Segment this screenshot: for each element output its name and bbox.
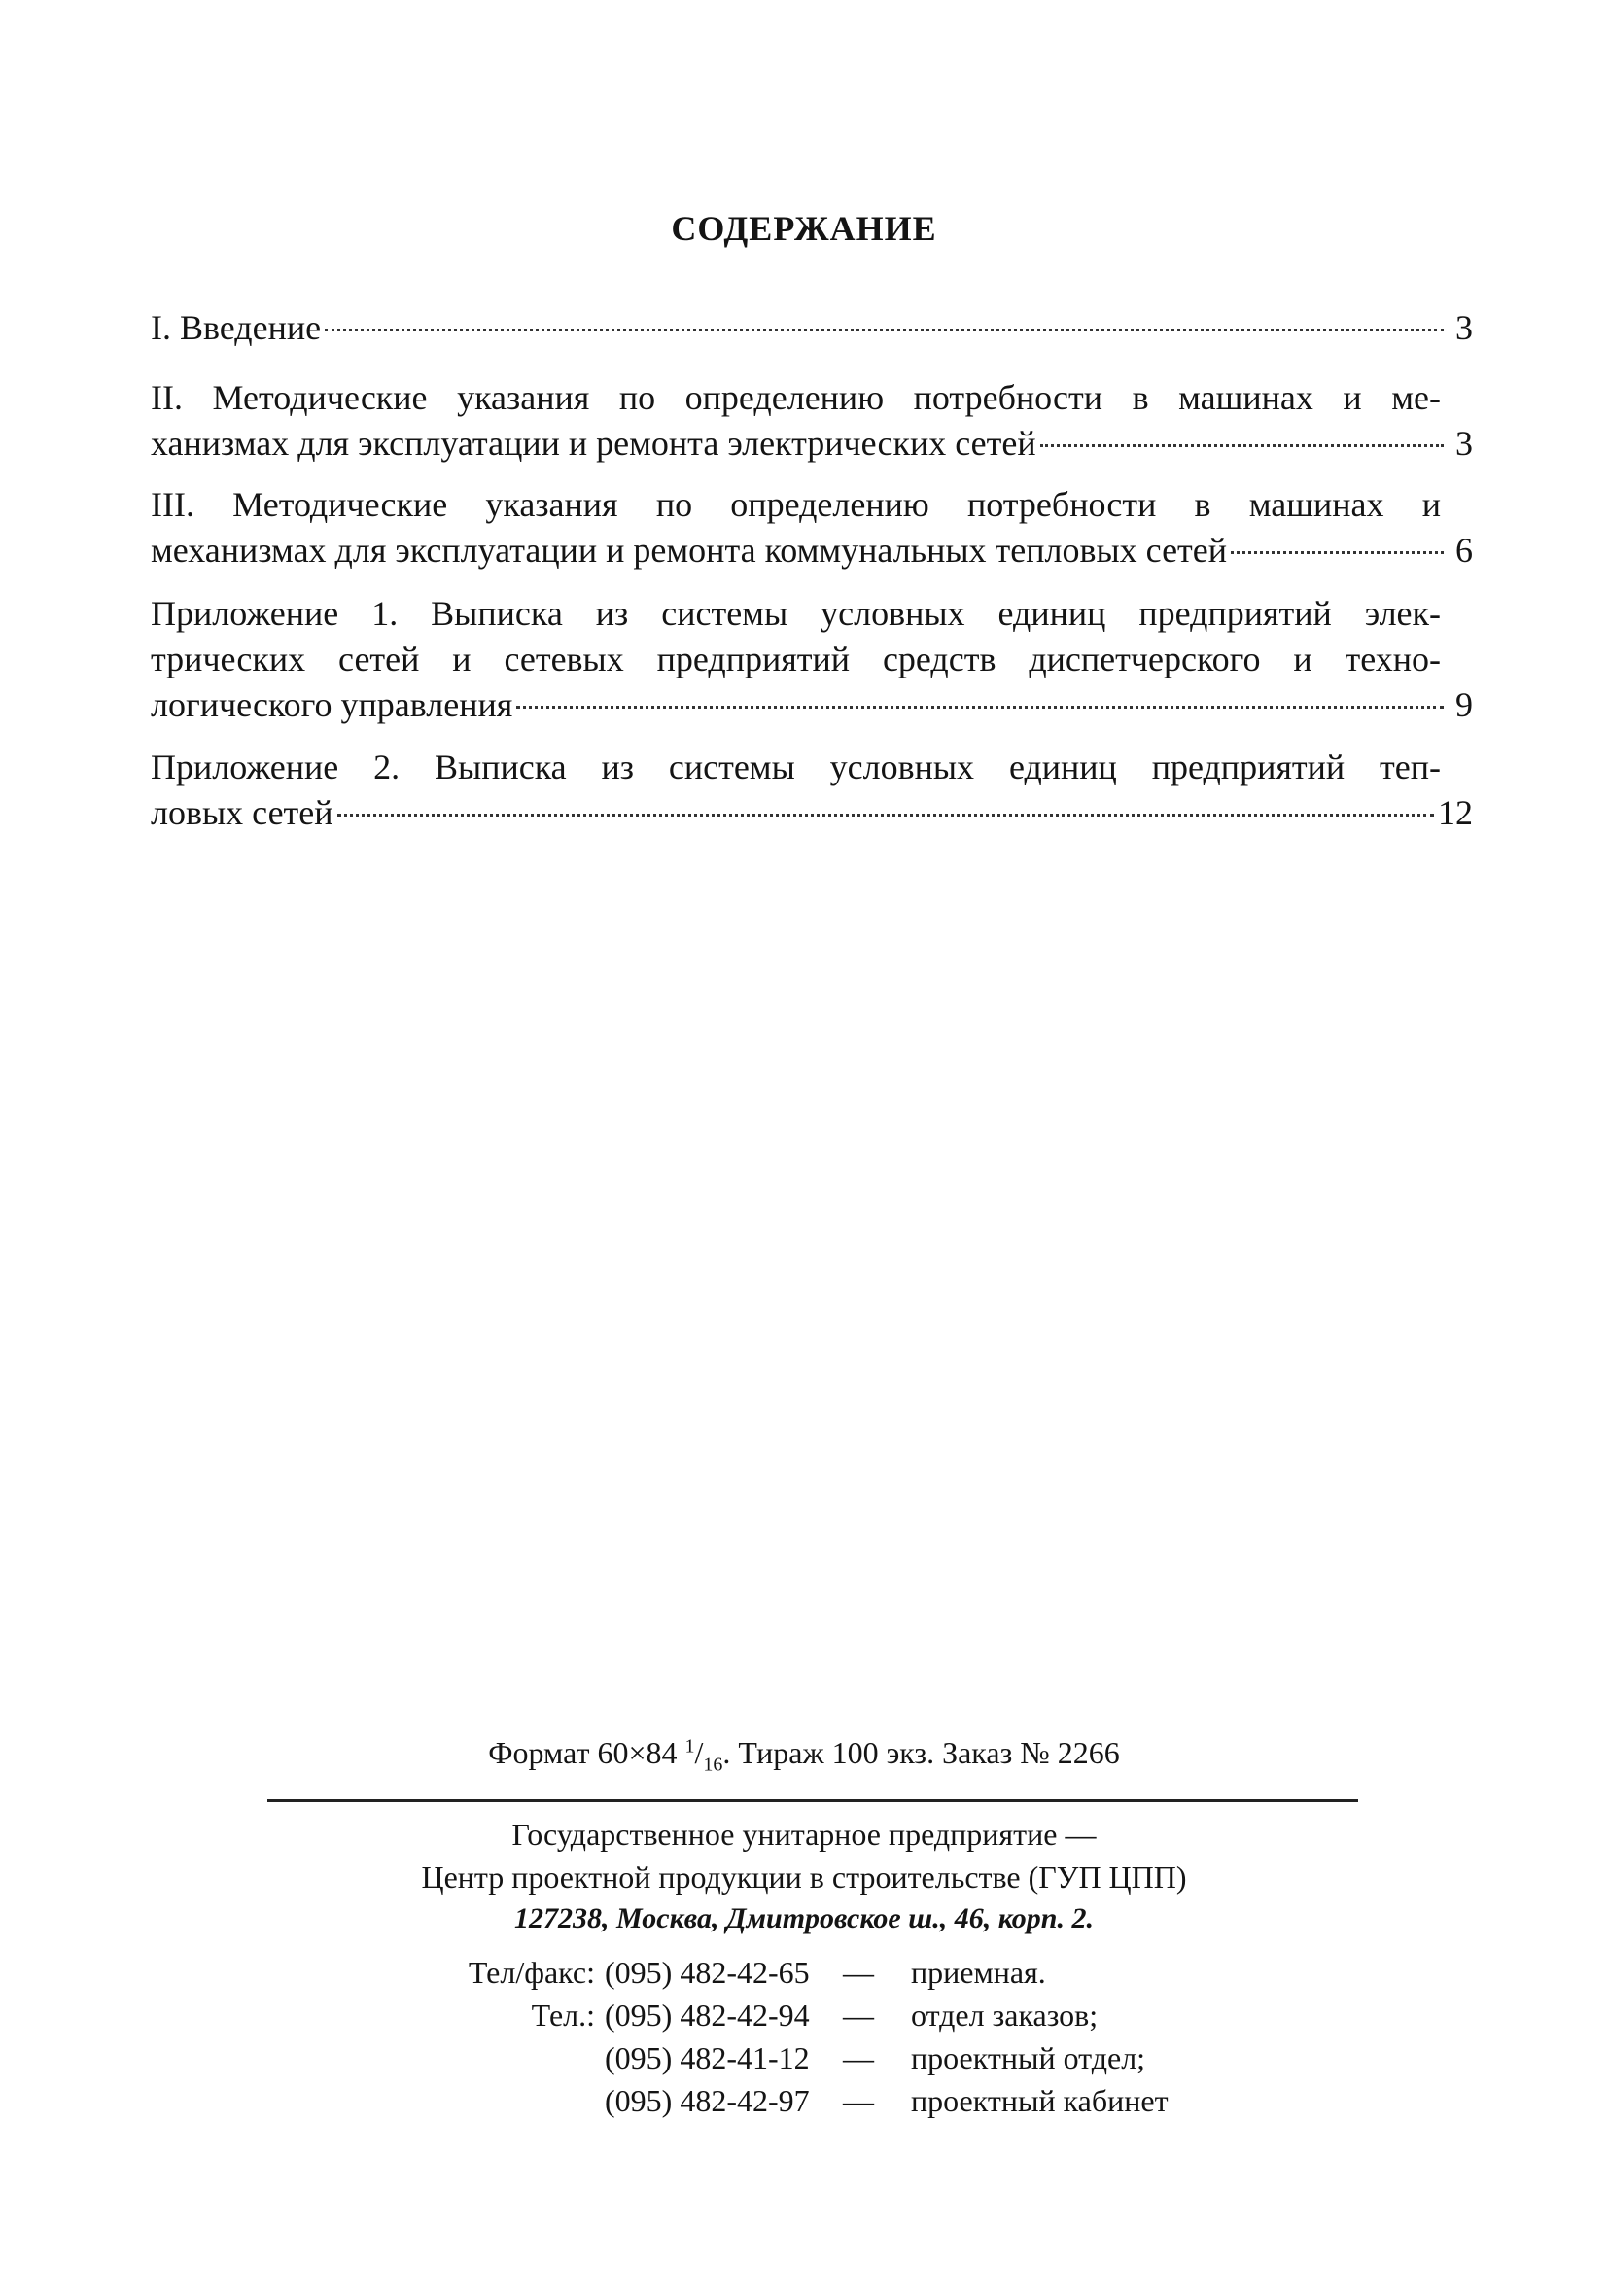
print-run-text: . Тираж 100 экз. Заказ № 2266 — [722, 1735, 1120, 1770]
phone-label: Тел.: — [531, 1998, 595, 2033]
phone-label: Тел/факс: — [468, 1955, 595, 1990]
toc-entry-text: ханизмах для эксплуатации и ремонта электрических сетей — [151, 424, 1036, 463]
leader-dots — [325, 329, 1444, 331]
page-title: СОДЕРЖАНИЕ — [671, 209, 937, 248]
leader-dots — [1231, 551, 1444, 554]
toc-page-number: 6 — [1455, 531, 1473, 570]
phone-row — [389, 2036, 1169, 2079]
toc-entry-line: Приложение 2. Выписка из системы условных единиц предприятий теп- — [151, 748, 1441, 786]
phone-description: приемная. — [911, 1955, 1046, 1990]
phone-row — [389, 2079, 1169, 2122]
format-text: Формат 60×84 — [488, 1735, 685, 1770]
phone-row — [389, 1994, 1169, 2036]
toc-entry-text: ловых сетей — [151, 793, 333, 832]
toc-entry-text: механизмах для эксплуатации и ремонта коммунальных тепловых сетей — [151, 531, 1228, 570]
toc-entry-line: трических сетей и сетевых предприятий средств диспетчерского и техно- — [151, 640, 1441, 678]
phone-label — [389, 2079, 605, 2122]
toc-entry-section-3[interactable] — [151, 482, 1473, 574]
toc-page-number: 9 — [1455, 685, 1473, 724]
toc-page-number: 3 — [1455, 308, 1473, 347]
phone-list — [389, 1951, 1169, 2122]
format-fraction-denominator: 16 — [703, 1754, 723, 1776]
publisher-name-line1: Государственное унитарное предприятие — — [511, 1817, 1097, 1852]
toc-entry-intro[interactable] — [151, 305, 1473, 351]
phone-description: проектный кабинет — [911, 2083, 1169, 2118]
leader-dots — [337, 814, 1434, 817]
phone-label — [389, 2036, 605, 2079]
toc-entry-line: Приложение 1. Выписка из системы условных единиц предприятий элек- — [151, 594, 1441, 633]
phone-description: отдел заказов; — [911, 1998, 1099, 2033]
publisher-address: 127238, Москва, Дмитровское ш., 46, корп. 2. — [514, 1902, 1094, 1934]
leader-dots — [516, 706, 1444, 709]
phone-number[interactable]: (095) 482-42-65 — [605, 1955, 810, 1990]
toc-entry-appendix-2[interactable] — [151, 745, 1473, 836]
toc-entry-section-2[interactable] — [151, 375, 1473, 467]
format-fraction-numerator: 1 — [684, 1735, 695, 1757]
publisher-name-line2: Центр проектной продукции в строительстве (ГУП ЦПП) — [421, 1860, 1187, 1895]
toc-page-number: 3 — [1455, 424, 1473, 463]
toc-entry-line: III. Методические указания по определению потребности в машинах и — [151, 485, 1441, 524]
toc-entry-text: I. Введение — [151, 308, 322, 347]
phone-description: проектный отдел; — [911, 2040, 1146, 2075]
format-line: Формат 60×84 $^1/_{16}$. Тираж 100 экз. Заказ № 2266 — [488, 1735, 1120, 1776]
toc-page-number: 12 — [1438, 793, 1473, 832]
toc-entry-appendix-1[interactable] — [151, 591, 1473, 728]
divider-line — [267, 1799, 1358, 1802]
phone-number[interactable]: (095) 482-42-97 — [605, 2083, 810, 2118]
leader-dots — [1040, 444, 1444, 447]
phone-row — [389, 1951, 1169, 1994]
phone-dash: — — [843, 2083, 874, 2118]
phone-number[interactable]: (095) 482-41-12 — [605, 2040, 810, 2075]
toc-entry-text: логического управления — [151, 685, 513, 724]
phone-dash: — — [843, 1955, 874, 1990]
phone-dash: — — [843, 1998, 874, 2033]
toc-entry-line: II. Методические указания по определению потребности в машинах и ме- — [151, 378, 1441, 417]
phone-number[interactable]: (095) 482-42-94 — [605, 1998, 810, 2033]
phone-dash: — — [843, 2040, 874, 2075]
